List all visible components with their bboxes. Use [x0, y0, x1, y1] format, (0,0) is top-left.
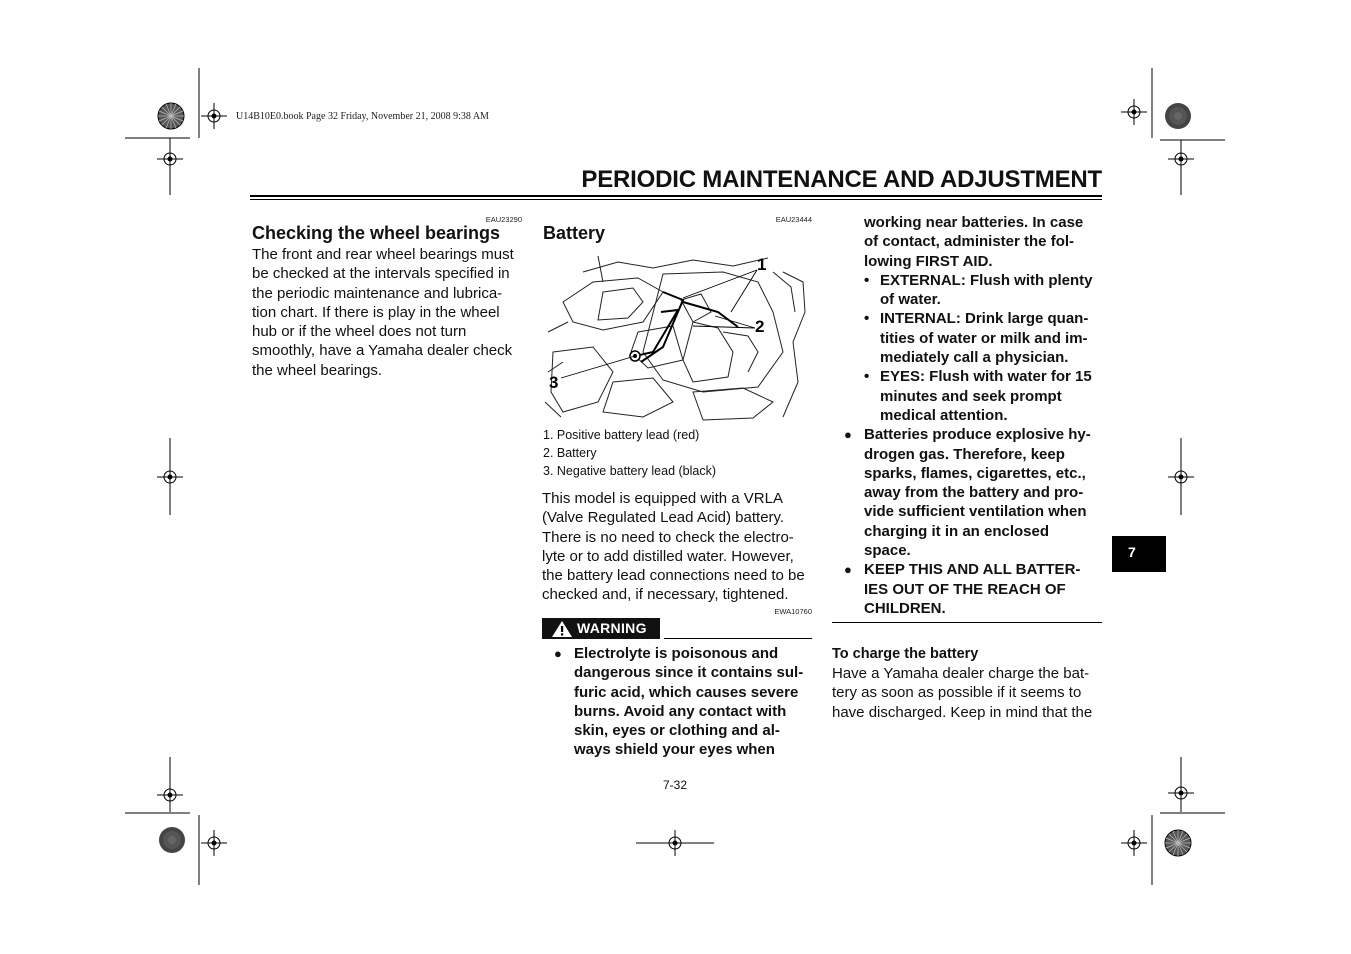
battery-illustration — [543, 252, 813, 424]
text-line: skin, eyes or clothing and al- — [574, 722, 780, 740]
subheading-charge: To charge the battery — [832, 646, 979, 662]
text-line: vide sufficient ventilation when — [864, 503, 1087, 521]
figure-label-3: 3 — [549, 373, 559, 392]
print-metadata: U14B10E0.book Page 32 Friday, November 21, 2008 9:38 AM — [236, 111, 489, 122]
first-aid-item — [864, 367, 1102, 425]
warning-end-rule — [832, 622, 1102, 623]
section-heading: Checking the wheel bearings — [252, 223, 501, 243]
bullet-icon: • — [864, 310, 870, 328]
text-line: away from the battery and pro- — [864, 484, 1084, 502]
text-line: be checked at the intervals specified in — [252, 265, 510, 283]
text-line: the battery lead connections need to be — [542, 567, 805, 585]
figure-label-2: 2 — [755, 317, 765, 336]
charge-body — [832, 664, 1102, 722]
text-line: Electrolyte is poisonous and — [574, 645, 779, 662]
text-line: sparks, flames, cigarettes, etc., — [864, 464, 1086, 482]
title-rule-thin — [250, 199, 1102, 200]
warning-bullet — [542, 644, 812, 760]
warning-label: WARNING — [577, 620, 647, 636]
section-code: EAU23290 — [485, 215, 522, 224]
page-title: PERIODIC MAINTENANCE AND ADJUSTMENT — [581, 166, 1102, 193]
bullet-icon: • — [864, 368, 870, 386]
text-line: space. — [864, 542, 911, 560]
text-line: EXTERNAL: Flush with plenty — [880, 271, 1093, 289]
text-line: lyte or to add distilled water. However, — [542, 547, 794, 565]
caption-line: 3. Negative battery lead (black) — [543, 464, 717, 478]
figure-label-1: 1 — [757, 255, 767, 274]
first-aid-list — [832, 271, 1102, 425]
text-line: minutes and seek prompt — [880, 387, 1062, 405]
page-number: 7-32 — [663, 778, 688, 792]
bullet-icon: • — [864, 271, 870, 289]
text-line: (Valve Regulated Lead Acid) battery. — [542, 509, 785, 527]
figure-captions — [543, 426, 716, 480]
text-line: mediately call a physician. — [880, 349, 1069, 367]
text-line: INTERNAL: Drink large quan- — [880, 310, 1089, 328]
bullet-icon: ● — [844, 562, 852, 578]
text-line: CHILDREN. — [864, 599, 946, 617]
text-line: furic acid, which causes severe — [574, 683, 799, 701]
text-line: working near batteries. In case — [864, 214, 1084, 231]
warning-rule — [664, 638, 812, 639]
section-code: EAU23444 — [775, 215, 812, 224]
text-line: The front and rear wheel bearings must — [252, 246, 514, 263]
chapter-number: 7 — [1128, 544, 1136, 560]
section-body — [252, 245, 522, 380]
text-line: the wheel bearings. — [252, 361, 383, 379]
text-line: of water. — [880, 291, 941, 309]
text-line: checked and, if necessary, tightened. — [542, 586, 789, 604]
text-line: IES OUT OF THE REACH OF — [864, 580, 1066, 598]
text-line: tion chart. If there is play in the wheel — [252, 303, 500, 321]
text-line: KEEP THIS AND ALL BATTER- — [864, 561, 1081, 579]
text-line: the periodic maintenance and lubrica- — [252, 284, 503, 302]
warning-text — [542, 644, 812, 760]
text-line: tities of water or milk and im- — [880, 329, 1088, 347]
first-aid-item — [864, 271, 1102, 310]
text-line: Have a Yamaha dealer charge the bat- — [832, 665, 1090, 682]
caption-line: 2. Battery — [543, 446, 597, 460]
text-line: smoothly, have a Yamaha dealer check — [252, 342, 513, 360]
battery-body — [542, 489, 812, 605]
text-line: hub or if the wheel does not turn — [252, 323, 467, 341]
text-line: Batteries produce explosive hy- — [864, 426, 1091, 444]
text-line: medical attention. — [880, 406, 1008, 424]
text-line: ways shield your eyes when — [574, 741, 775, 759]
bullet-icon: ● — [554, 646, 562, 661]
text-line: charging it in an enclosed — [864, 522, 1050, 540]
title-rule — [250, 195, 1102, 197]
section-heading: Battery — [543, 223, 606, 243]
text-line: tery as soon as possible if it seems to — [832, 684, 1082, 702]
warning-icon — [551, 620, 573, 638]
text-line: of contact, administer the fol- — [864, 233, 1075, 251]
text-line: burns. Avoid any contact with — [574, 702, 787, 720]
text-line: This model is equipped with a VRLA — [542, 490, 783, 507]
warning-code: EWA10760 — [774, 607, 812, 616]
text-line: There is no need to check the electro- — [542, 528, 794, 546]
text-line: dangerous since it contains sul- — [574, 664, 804, 682]
text-line: have discharged. Keep in mind that the — [832, 703, 1093, 721]
warning-continued — [832, 213, 1102, 618]
text-line: EYES: Flush with water for 15 — [880, 368, 1092, 386]
text-line: lowing FIRST AID. — [864, 252, 993, 270]
chapter-tab — [1112, 536, 1166, 572]
bullet-icon: ● — [844, 427, 852, 443]
caption-line: 1. Positive battery lead (red) — [543, 428, 700, 442]
text-line: drogen gas. Therefore, keep — [864, 445, 1065, 463]
warning-badge — [542, 618, 660, 639]
warning-bullet — [832, 425, 1102, 560]
first-aid-item — [864, 309, 1102, 367]
warning-bullet — [832, 560, 1102, 618]
